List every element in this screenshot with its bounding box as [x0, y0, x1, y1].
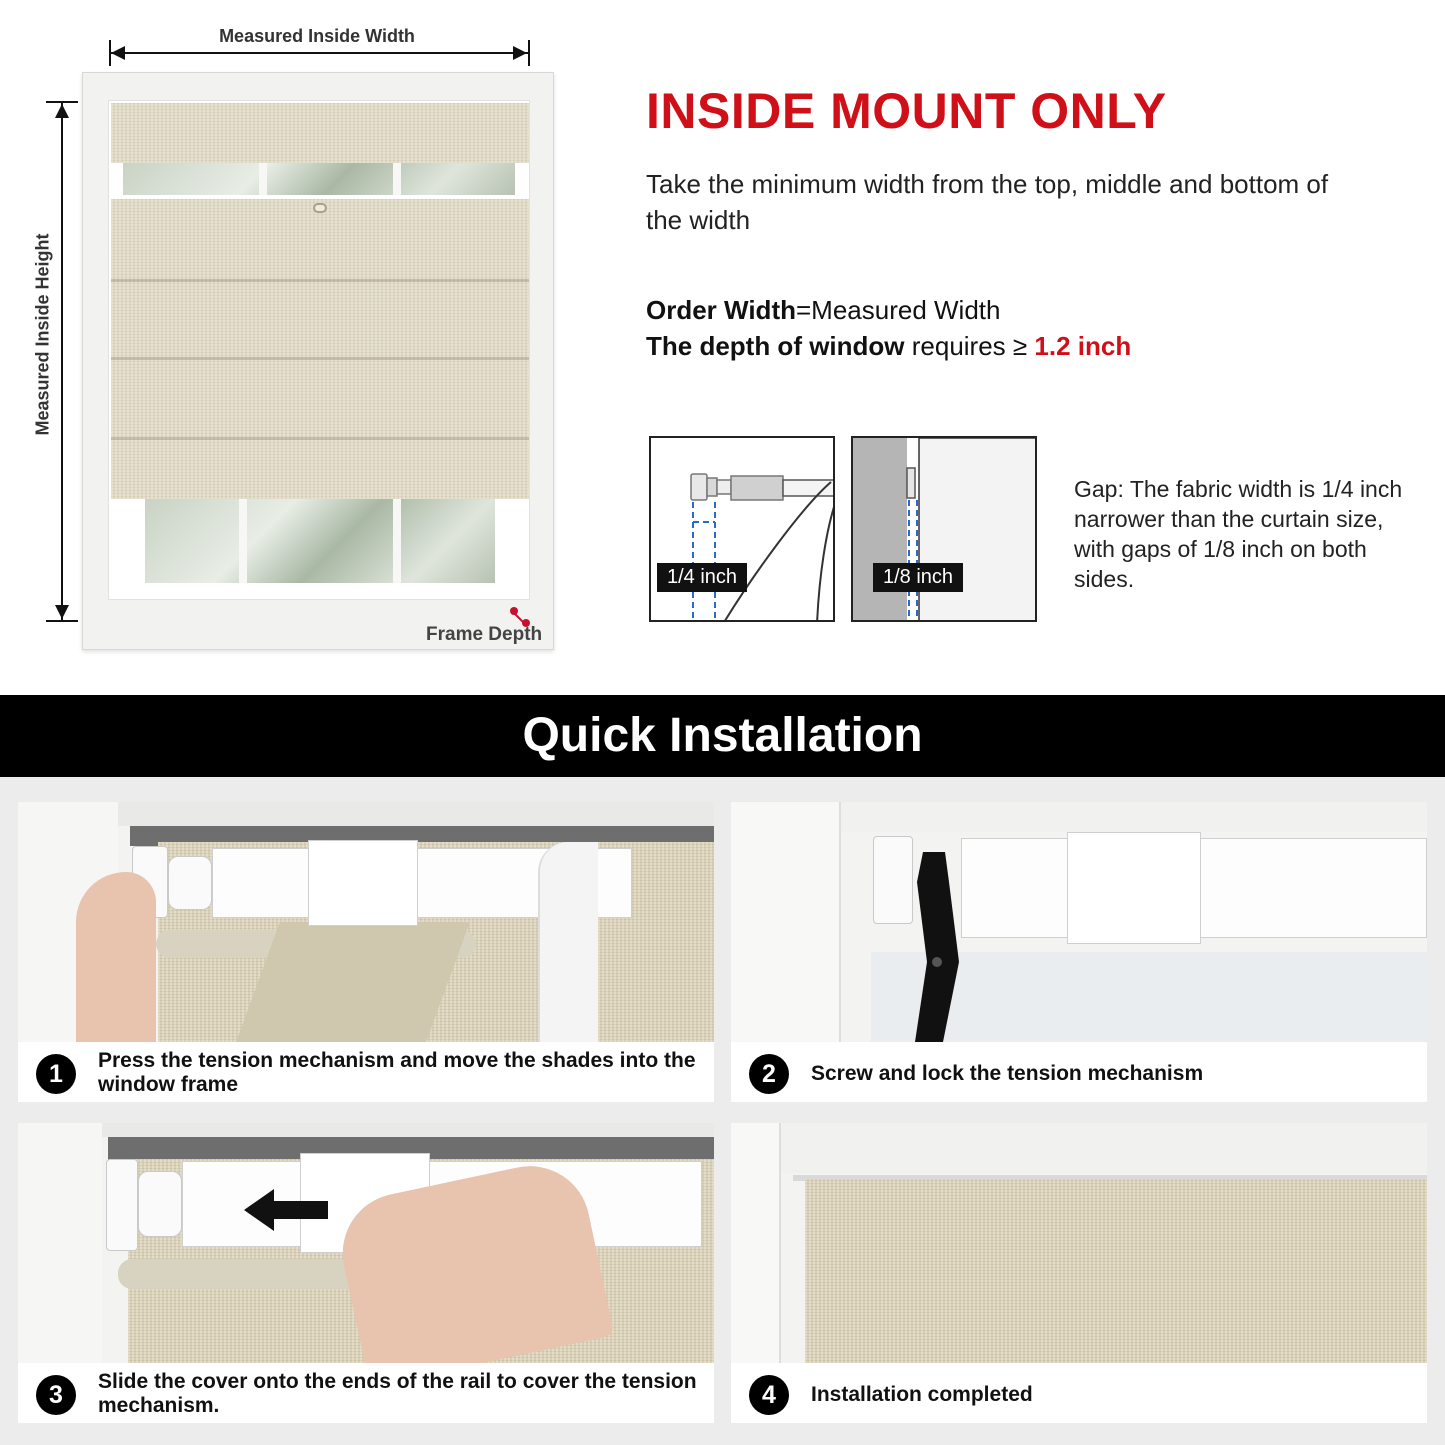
step-2-photo: [731, 802, 1427, 1042]
window-mullion: [393, 499, 401, 583]
wrench-tool-icon: [901, 842, 981, 1042]
measured-height-label: Measured Inside Height: [32, 233, 53, 436]
rail-clip-cover: [308, 840, 418, 926]
step-card-3: [18, 1123, 714, 1423]
window-frame-top: [781, 1123, 1427, 1173]
order-width-label: Order Width: [646, 295, 796, 325]
arrow-left-icon: [244, 1189, 328, 1231]
step-3-caption: [18, 1363, 714, 1423]
installed-shade: [805, 1179, 1427, 1363]
step-4-photo: [731, 1123, 1427, 1363]
tension-spring: [168, 856, 212, 910]
step-1-text: Press the tension mechanism and move the shades into the window frame: [98, 1049, 696, 1096]
step-3-text: Slide the cover onto the ends of the rail to cover the tension mechanism.: [98, 1370, 697, 1417]
window-frame-top: [118, 802, 714, 826]
height-dimension-line: [61, 102, 63, 620]
width-dimension-tick: [528, 40, 530, 66]
quick-installation-banner: [0, 695, 1445, 777]
frame-gap-illustration: [853, 438, 1037, 622]
height-dimension-tick: [46, 101, 78, 103]
depth-requirement-label: The depth of window: [646, 331, 905, 361]
step-number-badge: 3: [36, 1375, 76, 1415]
window-frame-top: [102, 1123, 714, 1137]
window-glass-bottom: [145, 499, 495, 583]
width-dimension-line: [110, 52, 528, 54]
step-number-badge: 4: [749, 1375, 789, 1415]
tension-knob: [106, 1159, 138, 1251]
frame-depth-label: Frame Depth: [426, 624, 543, 645]
step-number-badge: 1: [36, 1054, 76, 1094]
step-3-photo: [18, 1123, 714, 1363]
hook-loop-strip: [538, 842, 598, 1042]
shade-ring-icon: [313, 203, 327, 213]
step-card-2: [731, 802, 1427, 1102]
gap-explanation: Gap: The fabric width is 1/4 inch narrower than the curtain size, with gaps of 1/8 inch on both sides.: [1074, 476, 1403, 592]
step-2-text: Screw and lock the tension mechanism: [811, 1062, 1204, 1085]
inside-mount-title: INSIDE MOUNT ONLY: [646, 83, 1167, 139]
step-number-badge: 2: [749, 1054, 789, 1094]
window-opening: [108, 100, 530, 600]
arrow-left-icon: [111, 46, 125, 60]
step-card-1: [18, 802, 714, 1102]
window-frame-top: [841, 802, 1427, 832]
step-2-caption: [731, 1042, 1427, 1102]
window-glass-top: [123, 161, 515, 195]
hand-pressing: [76, 872, 156, 1042]
depth-requirement-value: 1.2 inch: [1034, 331, 1132, 361]
gap-quarter-inch-tag: 1/4 inch: [657, 563, 747, 592]
measure-instructions: Take the minimum width from the top, middle and bottom of the width: [646, 169, 1329, 235]
shade-fold-line: [111, 437, 529, 440]
step-1-caption: [18, 1042, 714, 1102]
depth-requirement-text: requires ≥: [904, 331, 1035, 361]
window-mullion: [239, 499, 247, 583]
roman-shade-fabric: [111, 199, 529, 499]
tension-rod-illustration: [651, 438, 835, 622]
window-measurement-diagram: [0, 0, 600, 680]
gap-eighth-inch-tag: 1/8 inch: [873, 563, 963, 592]
shade-headrail: [111, 103, 529, 163]
gap-diagram-left: [649, 436, 835, 622]
window-mullion: [259, 161, 267, 195]
window-frame-side: [731, 802, 841, 1042]
gap-diagram-right: [851, 436, 1037, 622]
window-mullion: [393, 161, 401, 195]
arrow-right-icon: [513, 46, 527, 60]
step-4-caption: [731, 1363, 1427, 1423]
step-4-text: Installation completed: [811, 1383, 1033, 1406]
arrow-up-icon: [55, 104, 69, 118]
shade-fold-line: [111, 279, 529, 282]
height-dimension-tick: [46, 620, 78, 622]
depth-requirement-line: [646, 328, 1131, 364]
order-width-text: [646, 292, 1131, 364]
window-frame-side: [18, 1123, 102, 1363]
window-frame-side: [731, 1123, 781, 1363]
arrow-down-icon: [55, 605, 69, 619]
quick-installation-title: Quick Installation: [522, 709, 923, 762]
tension-spring: [138, 1171, 182, 1237]
shade-fold-line: [111, 357, 529, 360]
order-width-line: [646, 292, 1131, 328]
order-width-value: =Measured Width: [795, 295, 1001, 325]
measured-width-label: Measured Inside Width: [219, 26, 415, 46]
step-1-photo: [18, 802, 714, 1042]
step-card-4: [731, 1123, 1427, 1423]
rail-clip-cover: [1067, 832, 1201, 944]
